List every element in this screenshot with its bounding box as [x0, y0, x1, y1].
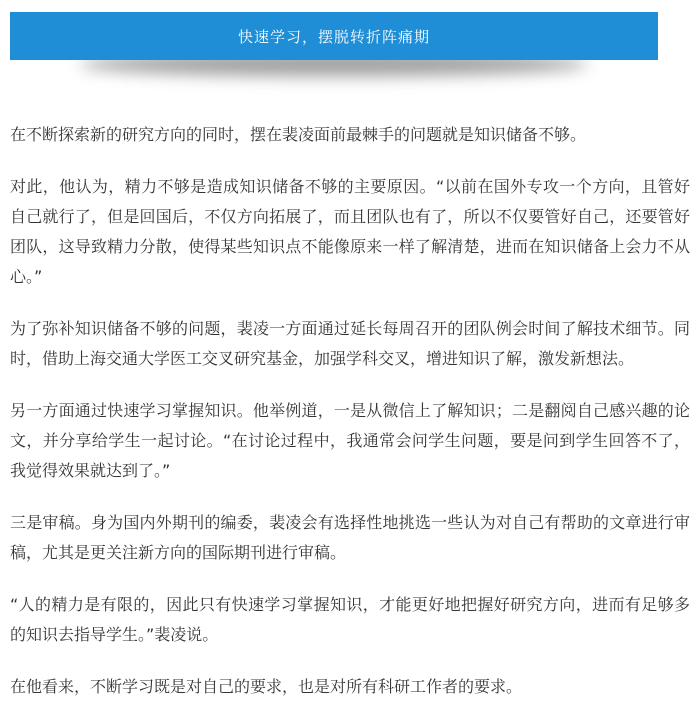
section-title: 快速学习，摆脱转折阵痛期: [237, 27, 430, 46]
section-header: [10, 12, 658, 96]
paragraph-7: 在他看来，不断学习既是对自己的要求，也是对所有科研工作者的要求。: [10, 677, 523, 696]
paragraph-5: 三是审稿。身为国内外期刊的编委，裴凌会有选择性地挑选一些认为对自己有帮助的文章进行审稿，尤其是更关注新方向的国际期刊进行审稿。: [10, 513, 690, 562]
paragraph-2: 对此，他认为，精力不够是造成知识储备不够的主要原因。“以前在国外专攻一个方向，且管好自己就行了，但是回国后，不仅方向拓展了，而且团队也有了，所以不仅要管好自己，还要管好团队，这导致精力分散，使得某些知识点不能像原来一样了解清楚，进而在知识储备上会力不从心。”: [10, 177, 690, 286]
article-body: [10, 120, 690, 702]
header-banner: [10, 12, 658, 60]
paragraph-4: 另一方面通过快速学习掌握知识。他举例道，一是从微信上了解知识；二是翻阅自己感兴趣的论文，并分享给学生一起讨论。“在讨论过程中，我通常会问学生问题，要是问到学生回答不了，我觉得效果就达到了。”: [10, 401, 690, 480]
paragraph-1: 在不断探索新的研究方向的同时，摆在裴凌面前最棘手的问题就是知识储备不够。: [10, 125, 587, 144]
paragraph-6: “人的精力是有限的，因此只有快速学习掌握知识，才能更好地把握好研究方向，进而有足够多的知识去指导学生。”裴凌说。: [10, 595, 690, 644]
paragraph-3: 为了弥补知识储备不够的问题，裴凌一方面通过延长每周召开的团队例会时间了解技术细节。同时，借助上海交通大学医工交叉研究基金，加强学科交叉，增进知识了解，激发新想法。: [10, 319, 690, 368]
